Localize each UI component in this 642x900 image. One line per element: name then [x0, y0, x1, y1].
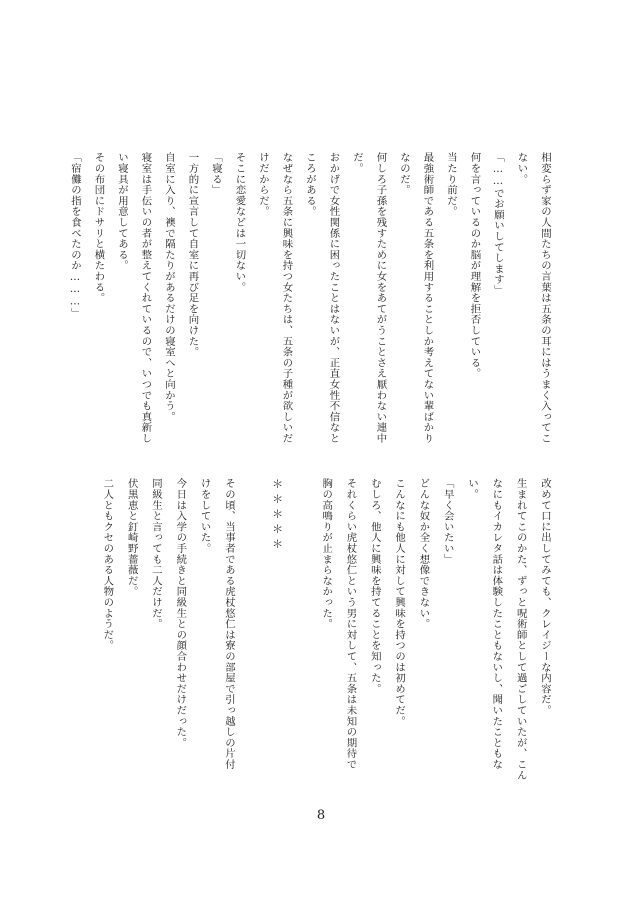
- text-line: むしろ、他人に興味を持てることを知った。: [368, 478, 381, 694]
- text-line: ころがある。: [304, 152, 316, 217]
- text-line: 「……でお願いしてします」: [492, 152, 504, 296]
- text-line: けだからだ。: [257, 152, 269, 217]
- text-line: こんなにも他人に対して興味を持つのは初めてだ。: [393, 478, 406, 727]
- text-line: 同級生と言っても二人だけだ。: [150, 478, 162, 630]
- text-block-upper: [69, 152, 551, 470]
- text-line: だ。: [351, 152, 363, 174]
- text-line: なにもイカレタ話は体験したこともないし、聞いたこともな: [490, 478, 503, 770]
- blank-line: [247, 478, 258, 796]
- text-line: 自室に入り、襖で隔たりがあるだけの寝室へと向かう。: [163, 152, 175, 422]
- text-line: ない。: [515, 152, 528, 185]
- text-line: その布団にドサリと横たわる。: [92, 152, 105, 304]
- text-line: 「早く会いたい」: [441, 478, 454, 565]
- blank-line: [296, 478, 307, 796]
- text-line: そこに恋愛などは一切ない。: [233, 152, 246, 293]
- text-line: けをしていた。: [198, 478, 211, 554]
- text-line: 「宿儺の指を食べたのか………」: [69, 152, 81, 319]
- text-line: 「寝る」: [210, 152, 222, 196]
- text-line: 一方的に宣言して自室に再び足を向けた。: [186, 152, 199, 358]
- text-line: その頃、当事者である虎杖悠仁は寮の部屋で引っ越しの片付: [222, 478, 235, 770]
- text-line: 当たり前だ。: [445, 152, 457, 217]
- text-line: 胸の高鳴りが止まらなかった。: [320, 478, 333, 630]
- text-line: 何を言っているのか脳が理解を拒否している。: [468, 152, 481, 379]
- text-line: なぜなら五条に興味を持つ女たちは、五条の子種が欲しいだ: [280, 152, 293, 444]
- text-line: 最強術師である五条を利用することしか考えてない輩ばかり: [421, 152, 434, 444]
- text-line: 生まれてこのかた、ずっと呪術師として過ごしていたが、こん: [514, 478, 527, 781]
- text-line: い寝具が用意してある。: [116, 152, 128, 271]
- text-line: 相変らず家の人間たちの言葉は五条の耳にはうまく入ってこ: [539, 152, 551, 444]
- section-break: ＊＊＊＊＊: [270, 478, 284, 553]
- text-line: 何しろ子孫を残すために女をあてがうことさえ厭わない連中: [374, 152, 387, 444]
- text-line: おかげで女性関係に困ったことはないが、正直女性不信なと: [327, 152, 340, 444]
- text-line: 二人ともクセのある人物のようだ。: [101, 478, 114, 651]
- text-line: 改めて口に出してみても、クレイジーな内容だ。: [539, 478, 551, 716]
- text-line: なのだ。: [398, 152, 410, 196]
- page-number: 8: [316, 808, 326, 823]
- text-line: 寝室は手伝いの者が整えてくれているので、いつでも真新し: [139, 152, 152, 444]
- text-block-lower: [88, 478, 550, 796]
- text-line: い。: [466, 478, 479, 500]
- text-line: 伏黒恵と釘崎野薔薇だ。: [125, 478, 138, 597]
- text-line: 今日は入学の手続きと同級生との顔合わせだけだった。: [174, 478, 187, 748]
- text-line: どんな奴か全く想像できない。: [417, 478, 430, 630]
- text-line: それくらい虎杖悠仁という男に対して、五条は未知の期待で: [344, 478, 357, 770]
